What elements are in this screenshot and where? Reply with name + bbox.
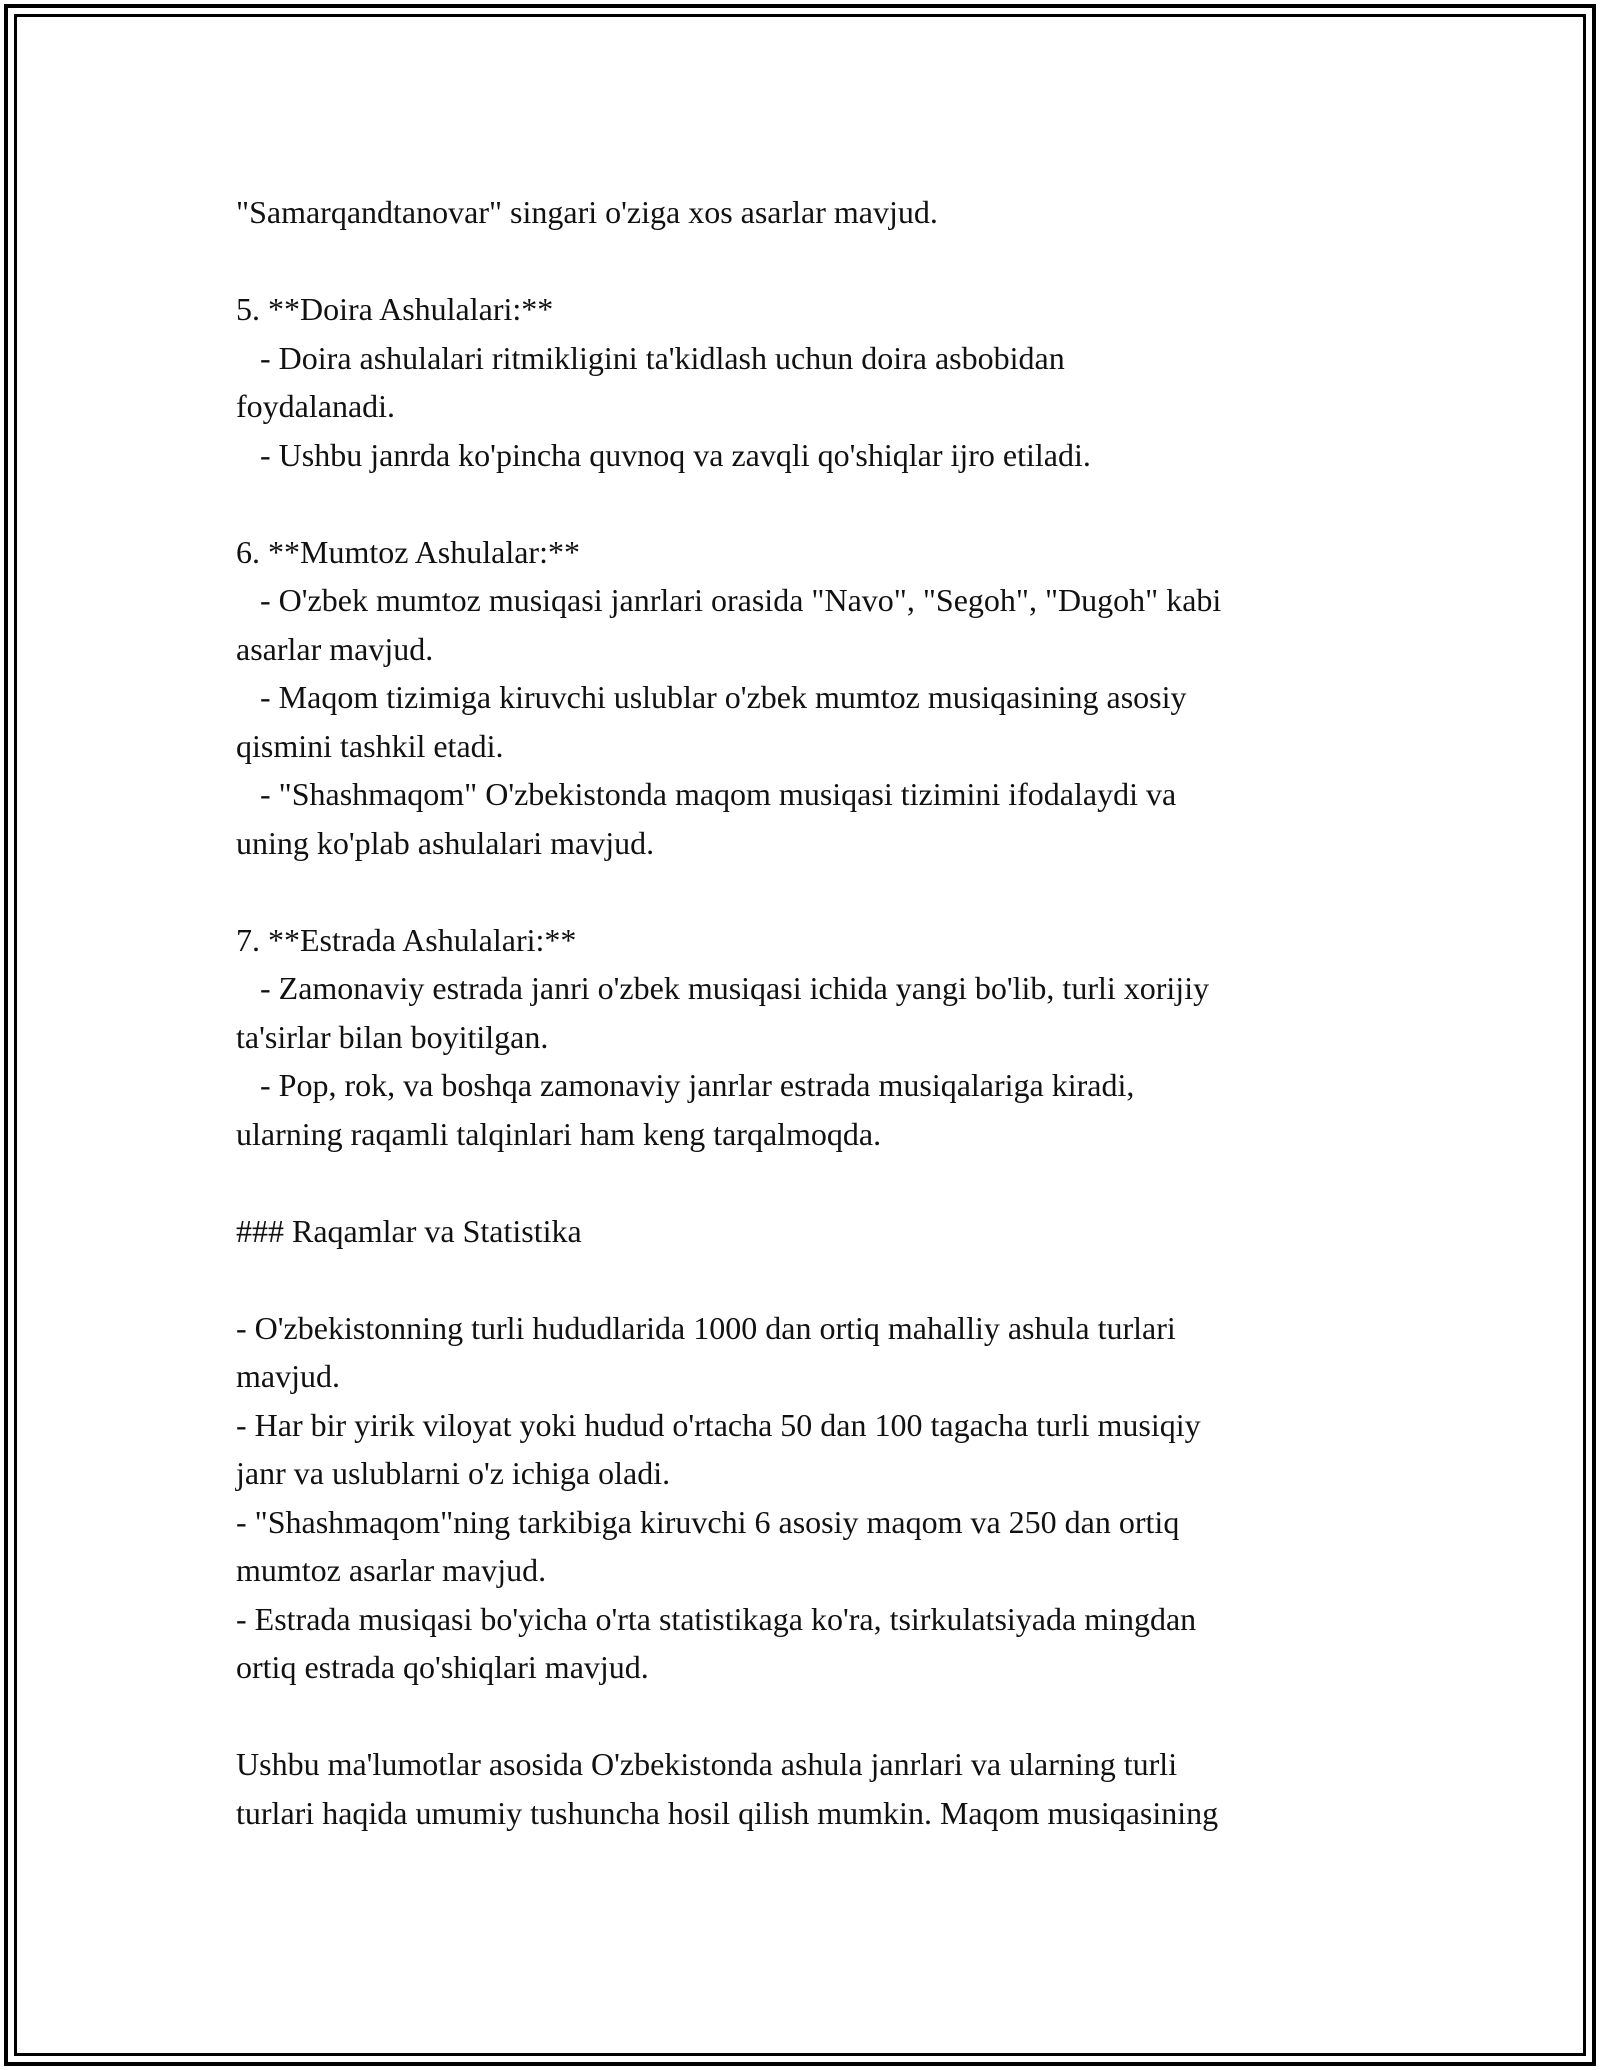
text-line: - Zamonaviy estrada janri o'zbek musiqasi ichida yangi bo'lib, turli xorijiy [236, 970, 1210, 1006]
text-line: foydalanadi. [236, 388, 396, 424]
blank-line [236, 237, 1386, 286]
text-line: - "Shashmaqom" O'zbekistonda maqom musiqasi tizimini ifodalaydi va [236, 776, 1177, 812]
section-heading-statistika: ### Raqamlar va Statistika [236, 1212, 582, 1249]
section-heading-mumtoz: 6. **Mumtoz Ashulalar:** [236, 533, 580, 570]
section-heading-estrada: 7. **Estrada Ashulalari:** [236, 921, 577, 958]
blank-line [236, 1692, 1386, 1741]
text-line: uning ko'plab ashulalari mavjud. [236, 824, 655, 861]
text-line: qismini tashkil etadi. [236, 727, 504, 764]
text-line: - O'zbekistonning turli hududlarida 1000 dan ortiq mahalliy ashula turlari [236, 1309, 1176, 1346]
document-body [236, 188, 1386, 1837]
text-line: asarlar mavjud. [236, 630, 434, 667]
text-line: janr va uslublarni o'z ichiga oladi. [236, 1455, 671, 1491]
text-line: - Estrada musiqasi bo'yicha o'rta statistikaga ko'ra, tsirkulatsiyada mingdan [236, 1600, 1197, 1637]
text-line: ta'sirlar bilan boyitilgan. [236, 1018, 549, 1055]
section-heading-doira: 5. **Doira Ashulalari:** [236, 291, 554, 327]
text-line: mumtoz asarlar mavjud. [236, 1552, 547, 1588]
text-line: - Maqom tizimiga kiruvchi uslublar o'zbek mumtoz musiqasining asosiy [236, 679, 1187, 715]
text-line: - Har bir yirik viloyat yoki hudud o'rtacha 50 dan 100 tagacha turli musiqiy [236, 1406, 1201, 1443]
blank-line [236, 479, 1386, 528]
text-line: - "Shashmaqom"ning tarkibiga kiruvchi 6 asosiy maqom va 250 dan ortiq [236, 1503, 1180, 1540]
blank-line [236, 1255, 1386, 1304]
text-line: ularning raqamli talqinlari ham keng tarqalmoqda. [236, 1115, 882, 1152]
text-line: - O'zbek mumtoz musiqasi janrlari orasida "Navo", "Segoh", "Dugoh" kabi [236, 582, 1222, 618]
blank-line [236, 867, 1386, 916]
text-line: "Samarqandtanovar" singari o'ziga xos asarlar mavjud. [236, 194, 938, 230]
text-line: - Pop, rok, va boshqa zamonaviy janrlar estrada musiqalariga kiradi, [236, 1067, 1135, 1103]
text-line: - Ushbu janrda ko'pincha quvnoq va zavqli qo'shiqlar ijro etiladi. [236, 436, 1091, 473]
text-line: Ushbu ma'lumotlar asosida O'zbekistonda ashula janrlari va ularning turli [236, 1746, 1178, 1782]
blank-line [236, 1158, 1386, 1207]
text-line: turlari haqida umumiy tushuncha hosil qilish mumkin. Maqom musiqasining [236, 1794, 1219, 1831]
text-line: - Doira ashulalari ritmikligini ta'kidlash uchun doira asbobidan [236, 339, 1065, 376]
text-line: mavjud. [236, 1358, 340, 1394]
text-line: ortiq estrada qo'shiqlari mavjud. [236, 1649, 649, 1685]
